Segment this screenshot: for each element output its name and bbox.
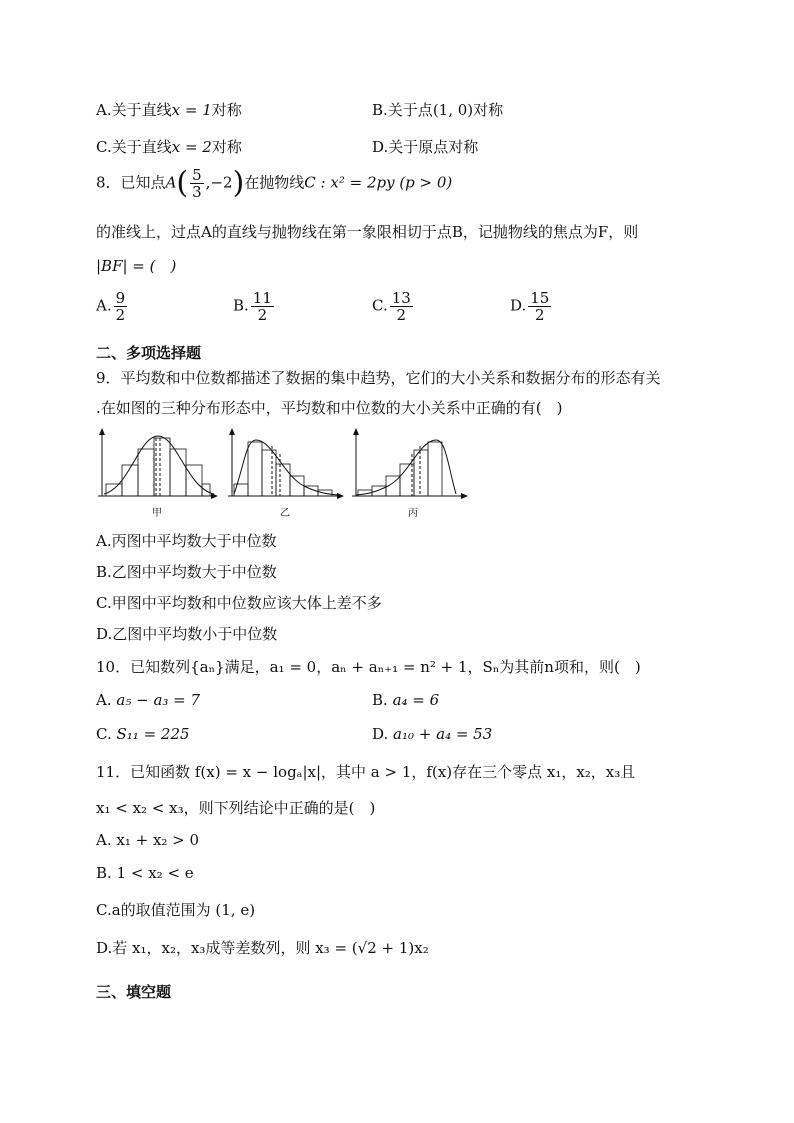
q9-option-d: D.乙图中平均数小于中位数 — [96, 625, 278, 643]
q11-option-d: D.若 x₁，x₂，x₃成等差数列，则 x₃ = (√2 + 1)x₂ — [96, 939, 429, 957]
q9-distribution-figure — [94, 426, 474, 520]
q7-option-b: B.关于点(1, 0)对称 — [372, 101, 504, 119]
section-title-multi-choice: 二、多项选择题 — [96, 344, 202, 362]
figure-label-bing: 丙 — [408, 508, 418, 519]
figure-label-yi: 乙 — [280, 508, 290, 519]
q10-option-d: D. a₁₀ + a₄ = 53 — [372, 725, 493, 743]
q8-stem-line1: 8．已知点A( $\frac{5}{3}$ ,−2)在抛物线C : x² = 2py (p > 0) — [96, 165, 453, 201]
q8-option-a: A. $\frac{9}{2}$ — [96, 289, 126, 324]
q8-stem-line2: 的准线上，过点A的直线与抛物线在第一象限相切于点B，记抛物线的焦点为F，则 — [96, 223, 639, 241]
q9-option-c: C.甲图中平均数和中位数应该大体上差不多 — [96, 594, 382, 612]
figure-jia — [98, 428, 218, 519]
q8-option-d: D. $\frac{15}{2}$ — [510, 289, 550, 324]
q10-stem: 10．已知数列{aₙ}满足，a₁ = 0，aₙ + aₙ₊₁ = n² + 1，Sₙ为其前n项和，则( ) — [96, 658, 641, 676]
figure-label-jia: 甲 — [152, 508, 162, 519]
q11-stem-line1: 11．已知函数 f(x) = x − logₐ|x|，其中 a > 1，f(x)存在三个零点 x₁，x₂，x₃且 — [96, 763, 636, 781]
q10-option-b: B. a₄ = 6 — [372, 691, 440, 709]
figure-yi — [228, 428, 344, 519]
q7-option-d: D.关于原点对称 — [372, 138, 479, 156]
q8-point-fraction: $\frac{5}{3}$ — [192, 166, 202, 201]
section-title-fill-blank: 三、填空题 — [96, 983, 172, 1001]
q9-option-a: A.丙图中平均数大于中位数 — [96, 532, 277, 550]
q8-option-b: B. $\frac{11}{2}$ — [233, 289, 272, 324]
q11-stem-line2: x₁ < x₂ < x₃，则下列结论中正确的是( ) — [96, 799, 376, 817]
q10-option-a: A. a₅ − a₃ = 7 — [96, 691, 201, 709]
q9-stem-line2: .在如图的三种分布形态中，平均数和中位数的大小关系中正确的有( ) — [96, 399, 563, 417]
q9-stem-line1: 9．平均数和中位数都描述了数据的集中趋势，它们的大小关系和数据分布的形态有关 — [96, 369, 661, 387]
q7-option-c: C.关于直线x = 2对称 — [96, 138, 242, 156]
q8-option-c: C. $\frac{13}{2}$ — [372, 289, 411, 324]
q11-option-b: B. 1 < x₂ < e — [96, 864, 194, 882]
q7-option-a: A.关于直线x = 1对称 — [96, 101, 242, 119]
q11-option-c: C.a的取值范围为 (1, e) — [96, 901, 256, 919]
q11-option-a: A. x₁ + x₂ > 0 — [96, 831, 200, 849]
figure-bing — [352, 428, 468, 519]
q9-option-b: B.乙图中平均数大于中位数 — [96, 563, 277, 581]
q8-stem-line3: |BF| = ( ) — [96, 257, 177, 275]
q10-option-c: C. S₁₁ = 225 — [96, 725, 190, 743]
